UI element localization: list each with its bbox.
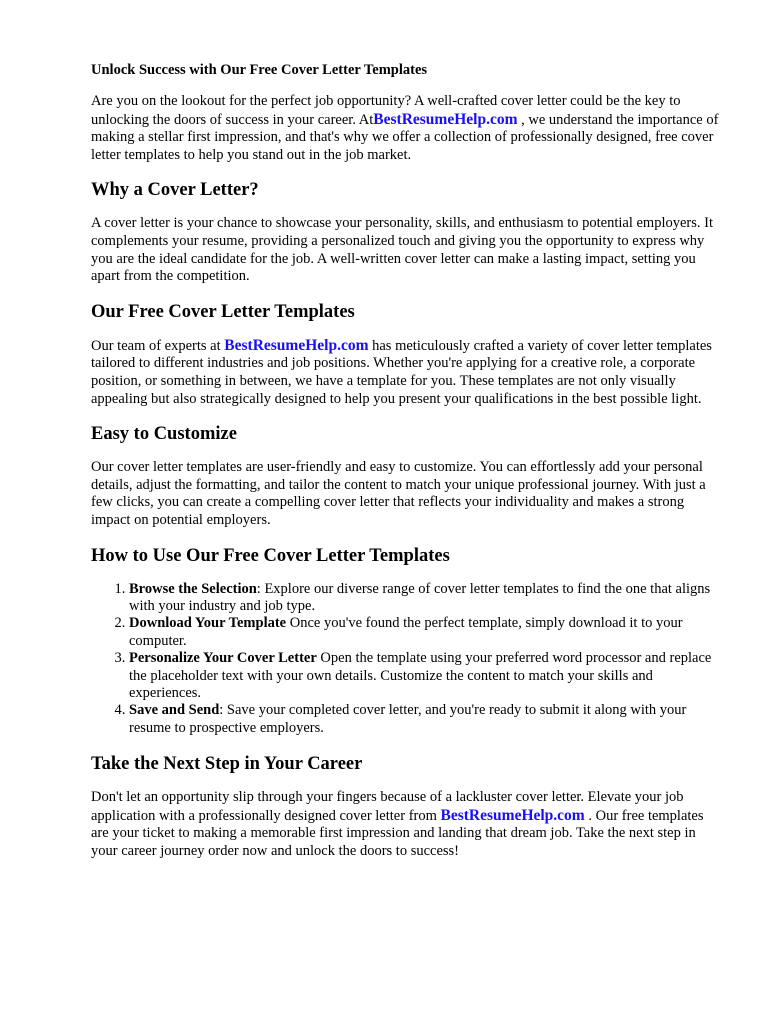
- step-text: Once you've found the perfect template, simply download it to your computer.: [129, 615, 683, 649]
- why-heading: Why a Cover Letter?: [91, 180, 259, 201]
- next-text-before: Don't let an opportunity slip through your fingers because of a lackluster cover letter. Elevate your job application with a professionally designed cover letter from: [91, 789, 684, 824]
- templates-text-before: Our team of experts at: [91, 337, 225, 354]
- list-item: [129, 615, 723, 650]
- next-paragraph: [91, 789, 723, 860]
- next-link[interactable]: BestResumeHelp.com: [440, 806, 585, 824]
- templates-text-after: has meticulously crafted a variety of cover letter templates tailored to different industries and job positions. Whether you're applying for a creative role, a corporate position, or something in between, we have a template for you. These templates are not only visually appealing but also strategically designed to help you present your qualifications in the best possible light.: [91, 337, 712, 407]
- customize-heading: Easy to Customize: [91, 424, 237, 445]
- howto-heading: How to Use Our Free Cover Letter Templates: [91, 545, 450, 566]
- templates-heading: Our Free Cover Letter Templates: [91, 301, 355, 322]
- intro-text-before: Are you on the lookout for the perfect job opportunity? A well-crafted cover letter could be the key to unlocking the doors of success in your career. At: [91, 93, 681, 128]
- step-text: : Explore our diverse range of cover letter templates to find the one that aligns with your industry and job type.: [129, 580, 711, 614]
- step-title: Browse the Selection: [129, 580, 257, 597]
- why-paragraph: A cover letter is your chance to showcase your personality, skills, and enthusiasm to potential employers. It complements your resume, providing a personalized touch and giving you the opportunity to express why you are the ideal candidate for the job. A well-written cover letter can make a lasting impact, setting you apart from the competition.: [91, 215, 714, 285]
- list-item: [129, 650, 723, 702]
- document-title: Unlock Success with Our Free Cover Letter Templates: [91, 62, 428, 78]
- intro-link[interactable]: BestResumeHelp.com: [373, 110, 518, 128]
- list-item: [129, 581, 723, 616]
- document-body: [91, 62, 723, 876]
- step-text: : Save your completed cover letter, and you're ready to submit it along with your resume to prospective employers.: [129, 702, 687, 736]
- howto-steps-list: [91, 581, 723, 738]
- next-heading: Take the Next Step in Your Career: [91, 754, 363, 775]
- list-item: [129, 702, 723, 737]
- intro-paragraph: [91, 93, 723, 164]
- step-title: Personalize Your Cover Letter: [129, 650, 317, 667]
- templates-link[interactable]: BestResumeHelp.com: [224, 336, 369, 354]
- customize-paragraph: Our cover letter templates are user-friendly and easy to customize. You can effortlessly add your personal details, adjust the formatting, and tailor the content to match your unique professional journey. With just a few clicks, you can create a compelling cover letter that reflects your individuality and makes a strong impact on potential employers.: [91, 459, 706, 528]
- step-title: Save and Send: [129, 702, 220, 719]
- step-text: Open the template using your preferred word processor and replace the placeholder text with your own details. Customize the content to match your skills and experiences.: [129, 650, 712, 701]
- next-text-after: . Our free templates are your ticket to making a memorable first impression and landing that dream job. Take the next step in your career journey order now and unlock the doors to success!: [91, 807, 704, 859]
- step-title: Download Your Template: [129, 615, 287, 632]
- intro-text-after: , we understand the importance of making a stellar first impression, and that's why we offer a collection of professionally designed, free cover letter templates to help you stand out in the job market.: [91, 111, 719, 163]
- templates-paragraph: [91, 337, 723, 408]
